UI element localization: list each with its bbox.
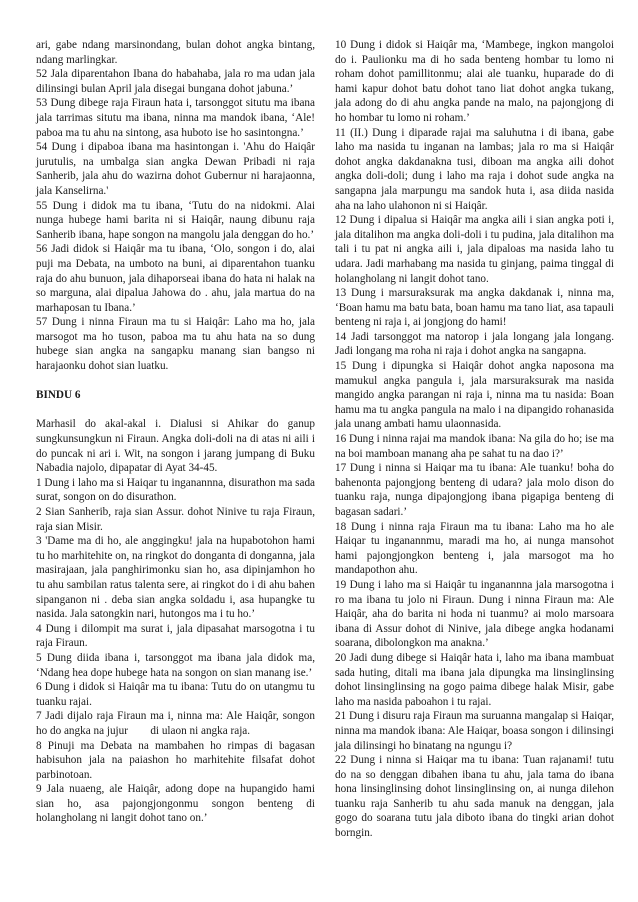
- paragraph: 21 Dung i disuru raja Firaun ma suruanna mangalap si Haiqar, ninna ma mandok ibana: Ale Haiqar, boasa songon i dilinsingi jala dilinsingi ho binatang na ngungu i?: [335, 710, 614, 752]
- left-column: [36, 38, 318, 841]
- paragraph: 8 Pinuji ma Debata na mambahen ho rimpas di bagasan habisuhon jala na paiashon ho marhitehite filsafat dohot parbinotoan.: [36, 739, 315, 781]
- paragraph: 5 Dung diida ibana i, tarsonggot ma ibana jala didok ma, ‘Ndang hea dope hubege hata na songon on sian manang ise.’: [36, 651, 315, 679]
- paragraph: 19 Dung i laho ma si Haiqâr tu inganannna jala marsogotna i ro ma ibana tu jolo ni Firaun. Dung i ninna Firaun ma: Ale Haiqâr, aha do barita ni hoda ni tuanmu? ai molo marsoara ibana di Assur dohot di Ninive, jala dibege angka hodanami soarana, dibolongkon ma anakna.’: [335, 578, 614, 650]
- paragraph: 22 Dung i ninna si Haiqar ma tu ibana: Tuan rajanami! tutu do na so denggan dibahen ibana tu ahu, jala tama do ibana hona linsinglinsing dohot linsinglinsing on, ai nunga dilehon tuanku raja Sanherib tu ahu sada manuk na denggan, jala gogo do soarana tutu jala diboto ibana do tingki arian dohot borngin.: [335, 754, 614, 840]
- paragraph: 55 Dung i didok ma tu ibana, ‘Tutu do na nidokmi. Alai nunga hubege hami barita ni si Haiqâr, naung dibunu raja Sanherib ibana, hape songon na mangolu jala denggan do ho.’: [36, 199, 315, 241]
- paragraph: 57 Dung i ninna Firaun ma tu si Haiqâr: Laho ma ho, jala marsogot ma ho tuson, paboa ma tu ahu hata na so dung hubege sian angka na sangapku manang sian bangso ni harajaonku dohot sian luatku.: [36, 316, 315, 373]
- paragraph: 4 Dung i dilompit ma surat i, jala dipasahat marsogotna i tu raja Firaun.: [36, 622, 315, 650]
- paragraph: 52 Jala diparentahon Ibana do habahaba, jala ro ma udan jala dilinsingi bulan April jala disegai bungana dohot jabuna.’: [36, 68, 315, 95]
- paragraph: 14 Jadi tarsonggot ma natorop i jala longang jala longang. Jadi longang ma roha ni raja i dohot angka na sangapna.: [335, 330, 614, 358]
- paragraph: 17 Dung i ninna si Haiqar ma tu ibana: Ale tuanku! boha do bahenonta pajongjong benteng di udara? jala molo dison do tuanku raja, nunga dipajongjong ibana pigapiga benteng di bagasan sadari.’: [335, 462, 614, 518]
- spacer: [36, 374, 315, 389]
- chapter-heading: BINDU 6: [36, 389, 81, 402]
- paragraph: 10 Dung i didok si Haiqâr ma, ‘Mambege, ingkon mangoloi do i. Paulionku ma di ho sada benteng hombar tu lomo ni roham dohot pamillitonmu; alai ale tuanku, huparade do di hami kapur dohot batu dohot tano liat dohot angka tukang, jala adong do di ahu angka pande na malo, na pajongjong di ho hombar tu lomo ni roham.’: [335, 39, 614, 124]
- paragraph: 13 Dung i marsuraksurak ma angka dakdanak i, ninna ma, ‘Boan hamu ma batu bata, boan hamu ma tano liat, asa tapauli benteng ni raja i, ai jongjong do hami!: [335, 287, 614, 329]
- paragraph: 11 (II.) Dung i diparade rajai ma saluhutna i di ibana, gabe laho ma nasida tu inganan na lambas; jala ro ma si Haiqâr dohot angka dakdanakna tusi, diboan ma angka aili dohot angka doli-doli; dung i laho ma raja i dohot sude angka na sangapna jala marpungu ma sandok huta i, asa diida nasida aha na laho ulahonon ni si Haiqâr.: [335, 126, 614, 212]
- chapter-summary: Marhasil do akal-akal i. Dialusi si Ahikar do ganup sungkunsungkun ni Firaun. Angka doli-doli na di atas ni aili i do puncak ni ari i. Wit, na songon i jarang jumpang di Buku Nabadia najolo, dipapatar di Ayat 34-45.: [36, 418, 315, 475]
- paragraph: 54 Dung i dipaboa ibana ma hasintongan i. 'Ahu do Haiqâr jurutulis, na umbalga sian angka Dewan Pribadi ni raja Sanherib, jala ahu do wazirna dohot Gubernur ni harajaonna, jala Kanselirna.': [36, 141, 315, 197]
- paragraph: 3 'Dame ma di ho, ale anggingku! jala na hupabotohon hami tu ho marhitehite on, na ringkot do donganta di donganna, jala masirajaan, jala panghirimonku sian ho, asa dipinjamhon ho tu ahu sambilan ratus talenta sere, ai ringkot do i di ahu bahen sipanganon ni . deba sian angka soldadu i, asa hupangke tu nasida. Jala satongkin nari, hutongos ma i tu ho.’: [36, 535, 315, 621]
- paragraph: 7 Jadi dijalo raja Firaun ma i, ninna ma: Ale Haiqâr, songon ho do angka na jujur di ulaon ni angka raja.: [36, 710, 318, 737]
- paragraph: 53 Dung dibege raja Firaun hata i, tarsonggot situtu ma ibana jala tarrimas situtu ma ibana, ninna ma mandok ibana, ‘Ale! paboa ma tu ahu na sintong, asa huboto ise ho sasintongna.’: [36, 97, 315, 139]
- paragraph: ari, gabe ndang marsinondang, bulan dohot angka bintang, ndang marlingkar.: [36, 39, 315, 66]
- right-column: [335, 38, 614, 841]
- paragraph: 12 Dung i dipalua si Haiqâr ma angka aili i sian angka poti i, jala ditalihon ma angka doli-doli i tu pudina, jala ditalihon ma tali i tu pat ni angka aili i, jala dipaloas ma nasida laho tu udara. Jadi marhabang ma nasida tu ginjang, paima tinggal di holangholang ni langit dohot tano.: [335, 214, 614, 285]
- paragraph: 56 Jadi didok si Haiqâr ma tu ibana, ‘Olo, songon i do, alai puji ma Debata, na umboto na buni, ai diparentahon tuanku raja do ahu bunuon, jala dihaporseai ibana do hata ni halak na so marguna, alai dipalua Jahowa do . ahu, jala martua do na marhaposan tu Ibana.’: [36, 243, 315, 314]
- paragraph: 2 Sian Sanherib, raja sian Assur. dohot Ninive tu raja Firaun, raja sian Misir.: [36, 506, 315, 533]
- paragraph: 18 Dung i ninna raja Firaun ma tu ibana: Laho ma ho ale Haiqar tu inganannmu, maradi ma ho, ai nunga mansohot hami pajongjongkon benteng i, jala marsogot ma ho mandapothon ahu.: [335, 520, 614, 577]
- paragraph: 20 Jadi dung dibege si Haiqâr hata i, laho ma ibana mambuat sada huting, ditali ma ibana jala dipungka ma linsinglinsing dohot linsinglinsing na gogo paima dibege halak Misir, gabe laho ma nasida paboahon i tu rajai.: [335, 651, 614, 708]
- paragraph: 9 Jala nuaeng, ale Haiqâr, adong dope na hupangido hami sian ho, asa pajongjongonmu songon benteng di holangholang ni langit dohot tano on.’: [36, 783, 315, 825]
- text-columns: [36, 38, 614, 841]
- paragraph: 16 Dung i ninna rajai ma mandok ibana: Na gila do ho; ise ma na boi mamboan manang aha pe sahat tu na dao i?’: [335, 433, 614, 460]
- paragraph: 1 Dung i laho ma si Haiqar tu inganannna, disurathon ma sada surat, songon on do disurathon.: [36, 476, 315, 504]
- spacer: [36, 403, 315, 418]
- paragraph: 15 Dung i dipungka si Haiqâr dohot angka naposona ma mamukul angka pangula i, jala marsuraksurak ma nasida mangido angka parangan ni raja i, ninna ma tu nasida: Boan hamu ma tu angka pangula na malo i na dipangido rohanasida jala unang ambati hamu ulaonnasida.: [335, 360, 614, 431]
- paragraph: 6 Dung i didok si Haiqâr ma tu ibana: Tutu do on utangmu tu tuanku rajai.: [36, 681, 315, 708]
